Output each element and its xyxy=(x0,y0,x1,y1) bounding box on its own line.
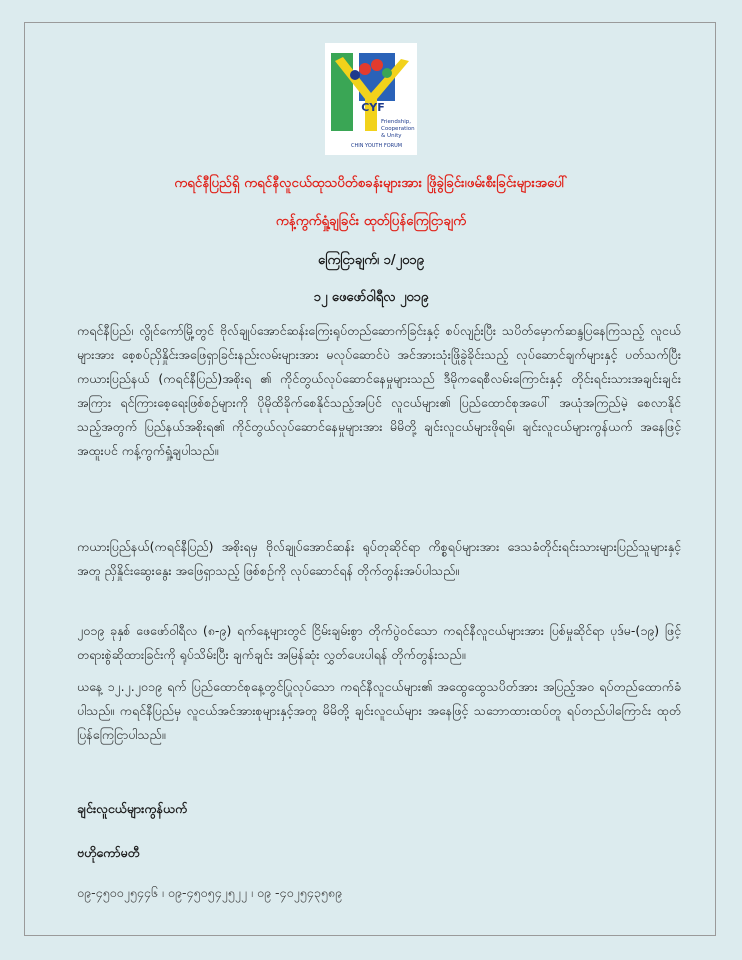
cyf-logo xyxy=(325,43,417,155)
logo-tagline-3: & Unity xyxy=(381,133,402,139)
body-paragraph-2: ကယားပြည်နယ်(ကရင်နီပြည်) အစိုးရမှ ဗိုလ်ချုပ်အောင်ဆန်း ရုပ်တုဆိုင်ရာ ကိစ္စရပ်များအား ဒေသခံတိုင်းရင်းသားများပြည်သူများနှင့်အတူ ညှိနှိုင်းဆွေးနွေး အဖြေရှာသည့် ဖြစ်စဥ်ကို လုပ်ဆောင်ရန် တိုက်တွန်းအပ်ပါသည်။ xyxy=(77,539,681,578)
signature-org: ချင်းလူငယ်များကွန်ယက် xyxy=(77,801,188,816)
logo-tagline-1: Friendship, xyxy=(381,119,412,125)
logo-letters: CYF xyxy=(361,101,385,114)
statement-page xyxy=(24,22,716,936)
logo-head-red-2 xyxy=(371,59,383,71)
logo-head-red xyxy=(359,63,371,75)
logo-head-navy xyxy=(350,70,360,80)
contact-phones: ၀၉-၄၅၀၀၂၅၄၄၆ ၊ ၀၉-၄၅၀၅၄၂၅၂၂ ၊ ၀၉ -၄၀၂၅၄၃၅၈၉ xyxy=(77,885,343,900)
statement-title-line-1: ကရင်နီပြည်ရှိ ကရင်နီလူငယ်ထုသပိတ်စခန်းများအား ဖြိုခွဲခြင်း၊ဖမ်းစီးခြင်းများအပေါ် xyxy=(174,176,568,191)
body-paragraph-1: ကရင်နီပြည်၊ လွိုင်ကော်မြို့တွင် ဗိုလ်ချုပ်အောင်ဆန်းကြေးရုပ်တည်ဆောက်ခြင်းနှင့် စပ်လျဥ်းပြီး သပိတ်မှောက်ဆန္ဒပြနေကြသည့် လူငယ်များအား စေ့စပ်ညှိနှိုင်းအဖြေရှာခြင်းနည်းလမ်းများအား မလုပ်ဆောင်ပဲ အင်အားသုံးဖြိုခွဲခိုင်းသည့် လုပ်ဆောင်ချက်များနှင့် ပတ်သက်ပြီး ကယားပြည်နယ် (ကရင်နီပြည်)အစိုးရ ၏ ကိုင်တွယ်လုပ်ဆောင်နေမှုများသည် ဒီမိုကရေစီလမ်းကြောင်းနှင့် တိုင်းရင်းသားအချင်းချင်းအကြား ရင်ကြားစေ့ရေးဖြစ်စဥ်များကို ပိုမိုထိခိုက်စေနိုင်သည့်အပြင် လူငယ်များ၏ ပြည်ထောင်စုအပေါ် အယုံအကြည်မဲ့ စေလာနိုင်သည့်အတွက် ပြည်နယ်အစိုးရ၏ ကိုင်တွယ်လုပ်ဆောင်နေမှုများအား မိမိတို့ ချင်းလူငယ်များဖိုရမ်၊ ချင်းလူငယ်များကွန်ယက် အနေဖြင့် အထူးပင် ကန့်ကွက်ရှုံ့ချပါသည်။ xyxy=(77,323,681,458)
statement-date: ၁၂ ဖေဖော်ဝါရီလ ၂၀၁၉ xyxy=(313,290,429,305)
statement-number: ကြေငြာချက်၊ ၁/၂၀၁၉ xyxy=(317,253,424,268)
signature-role: ဗဟိုကော်မတီ xyxy=(77,845,140,860)
body-paragraph-4: ယနေ့ ၁၂.၂.၂၀၁၉ ရက် ပြည်ထောင်စုနေ့တွင်ပြုလုပ်သော ကရင်နီလူငယ်များ၏ အထွေထွေသပိတ်အား အပြည့်အဝ ရပ်တည်ထောက်ခံပါသည်။ ကရင်နီပြည်မှ လူငယ်အင်အားစုများနှင့်အတူ မိမိတို့ ချင်းလူငယ်များ အနေဖြင့် သဘောထားထပ်တူ ရပ်တည်ပါကြောင်း ထုတ်ပြန်ကြေငြာပါသည်။ xyxy=(77,679,681,742)
logo-org-name: CHIN YOUTH FORUM xyxy=(351,143,403,149)
statement-title-line-2: ကန့်ကွက်ရှုံ့ချခြင်း ထုတ်ပြန်ကြေငြာချက် xyxy=(275,214,467,229)
logo-tagline-2: Cooperation xyxy=(381,126,415,132)
logo-head-green xyxy=(382,68,392,78)
cyf-logo-graphic xyxy=(325,43,417,155)
body-paragraph-3: ၂၀၁၉ ခုနှစ် ဖေဖော်ဝါရီလ (၈-၉) ရက်နေ့များတွင် ငြိမ်းချမ်းစွာ တိုက်ပွဲဝင်သော ကရင်နီလူငယ်များအား ပြစ်မှုဆိုင်ရာ ပုဒ်မ-(၁၉) ဖြင့် တရားစွဲဆိုထားခြင်းကို ရုပ်သိမ်းပြီး ချက်ချင်း အမြန်ဆုံး လွှတ်ပေးပါရန် တိုက်တွန်းသည်။ xyxy=(77,623,681,662)
